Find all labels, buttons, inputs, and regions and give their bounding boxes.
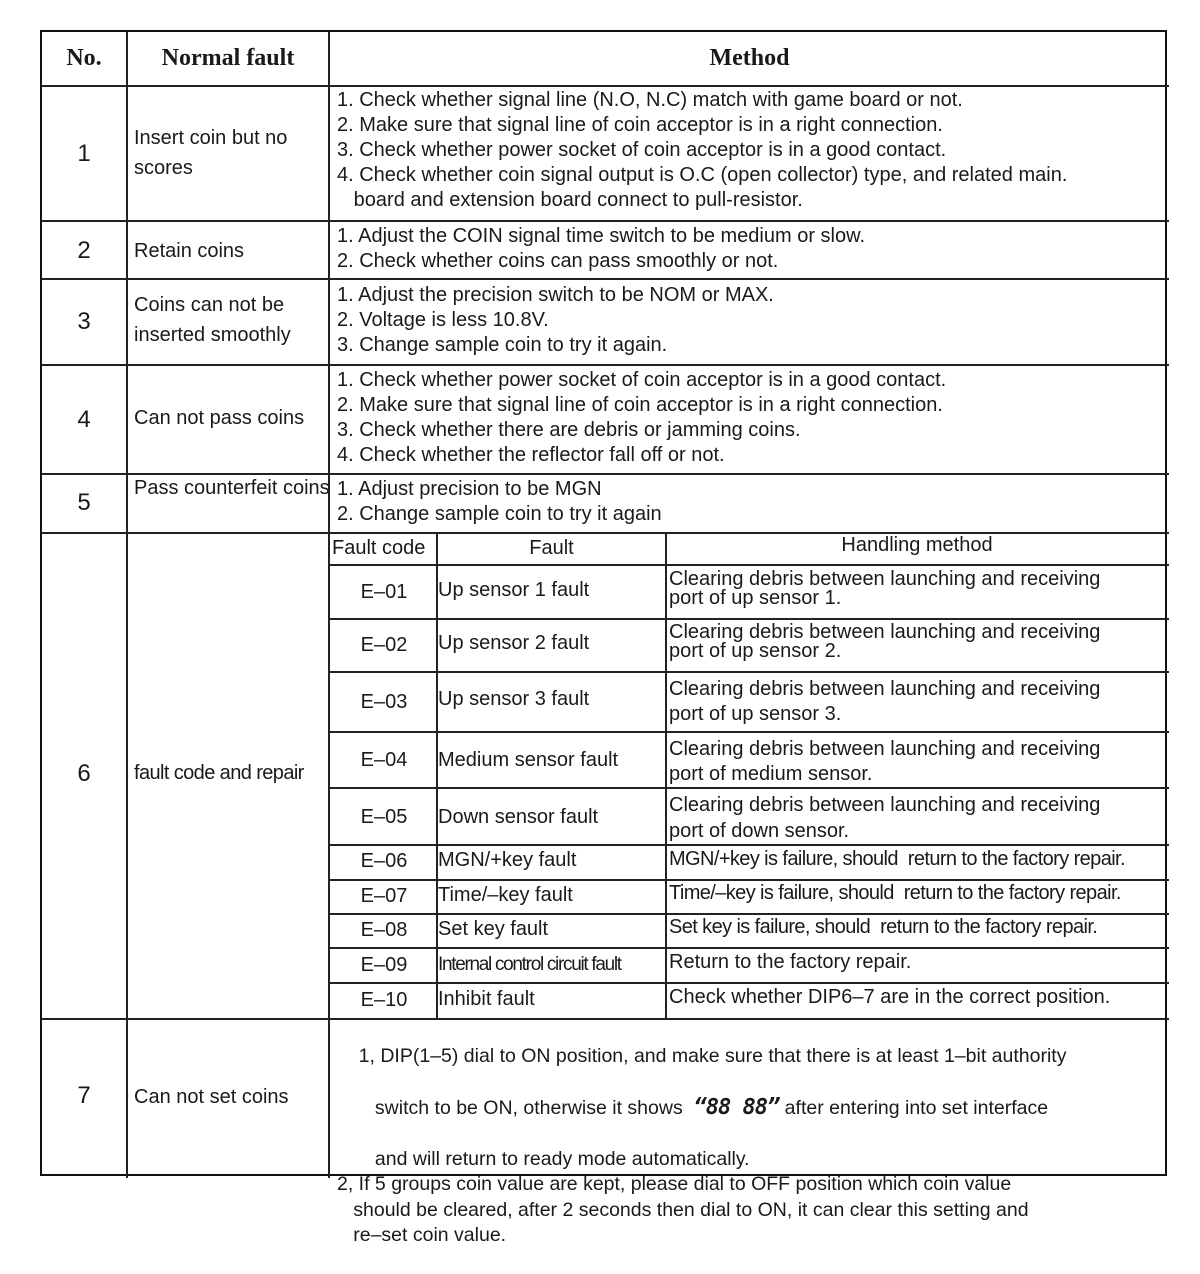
sub-row-divider <box>328 947 1169 949</box>
fault-code: E–05 <box>360 806 408 828</box>
fault-description: Coins can not be inserted smoothly <box>134 294 291 346</box>
fault-name: Internal control circuit fault <box>438 954 621 975</box>
fault-description: Insert coin but no scores <box>134 127 288 179</box>
row-divider <box>42 278 1169 280</box>
fault-description: fault code and repair <box>134 762 304 784</box>
sub-row-divider <box>328 787 1169 789</box>
method-text: 1. Adjust the COIN signal time switch to be medium or slow. 2. Check whether coins can pass smoothly or not. <box>337 225 865 272</box>
subheader-fault: Fault <box>529 537 574 559</box>
method-text: 1. Adjust precision to be MGN 2. Change sample coin to try it again <box>337 478 662 525</box>
row-number: 6 <box>77 760 91 787</box>
fault-code: E–09 <box>360 954 408 976</box>
sub-row-divider <box>328 564 1169 566</box>
fault-description: Retain coins <box>134 240 245 262</box>
fault-name: Down sensor fault <box>438 806 599 828</box>
handling-method: Clearing debris between launching and receiving port of up sensor 1. <box>669 568 1101 609</box>
row-divider <box>42 220 1169 222</box>
row-number: 4 <box>77 406 91 433</box>
row-number: 2 <box>77 237 91 264</box>
subheader-handling-method: Handling method <box>841 534 993 556</box>
sub-col-divider <box>665 532 667 1018</box>
fault-code: E–04 <box>360 749 408 771</box>
fault-code: E–01 <box>360 581 408 603</box>
method-line: switch to be ON, otherwise it shows <box>358 1096 694 1119</box>
fault-name: Medium sensor fault <box>438 749 619 771</box>
col-divider-no <box>126 32 128 1178</box>
fault-description: Pass counterfeit coins <box>134 477 330 499</box>
handling-method: Return to the factory repair. <box>669 951 912 973</box>
sub-row-divider <box>328 671 1169 673</box>
row-divider <box>42 85 1169 87</box>
fault-code: E–10 <box>360 989 408 1011</box>
method-line: 1, DIP(1–5) dial to ON position, and make sure that there is at least 1–bit authority <box>358 1044 1067 1067</box>
fault-name: Time/–key fault <box>438 884 573 906</box>
sub-row-divider <box>328 913 1169 915</box>
fault-description: Can not set coins <box>134 1086 289 1108</box>
fault-name: Up sensor 3 fault <box>438 688 590 710</box>
method-text: 1. Check whether power socket of coin acceptor is in a good contact. 2. Make sure that signal line of coin acceptor is in a right connection. 3. Check whether there are debris or jamming coins. 4. Check whether the reflector fall off or not. <box>337 369 947 466</box>
sub-row-divider <box>328 731 1169 733</box>
fault-name: Up sensor 1 fault <box>438 579 590 601</box>
row-number: 5 <box>77 489 91 516</box>
sub-row-divider <box>328 844 1169 846</box>
row-number: 7 <box>77 1082 91 1109</box>
handling-method: Time/–key is failure, should return to the factory repair. <box>669 882 1121 904</box>
troubleshooting-table <box>40 30 1167 1246</box>
fault-code: E–03 <box>360 691 408 713</box>
sub-col-divider <box>436 532 438 1018</box>
handling-method: Clearing debris between launching and receiving port of up sensor 3. <box>669 678 1101 725</box>
handling-method: Clearing debris between launching and receiving port of down sensor. <box>669 794 1101 842</box>
row-number: 1 <box>77 140 91 167</box>
sub-row-divider <box>328 618 1169 620</box>
fault-name: Inhibit fault <box>438 988 535 1010</box>
method-line: and will return to ready mode automatically. 2, If 5 groups coin value are kept, please dial to OFF position which coin value should be cleared, after 2 seconds then dial to ON, it can clear this setting and re–set coin value. <box>337 1147 1029 1246</box>
row-number: 3 <box>77 308 91 335</box>
method-line: after entering into set interface <box>779 1096 1049 1119</box>
header-method: Method <box>709 45 790 71</box>
method-text: 1. Check whether signal line (N.O, N.C) match with game board or not. 2. Make sure that signal line of coin acceptor is in a right connection. 3. Check whether power socket of coin acceptor is in a good contact. 4. Check whether coin signal output is O.C (open collector) type, and related main. board and extension board connect to pull-resistor. <box>337 89 1068 211</box>
seven-segment-display: “88 88” <box>693 1094 780 1120</box>
sub-row-divider <box>328 879 1169 881</box>
fault-code: E–06 <box>360 850 408 872</box>
handling-method: Clearing debris between launching and receiving port of medium sensor. <box>669 738 1101 785</box>
method-text <box>337 1018 1066 1274</box>
sub-row-divider <box>328 982 1169 984</box>
handling-method: Check whether DIP6–7 are in the correct position. <box>669 986 1111 1008</box>
fault-name: Set key fault <box>438 918 549 940</box>
header-no: No. <box>66 45 102 71</box>
method-text: 1. Adjust the precision switch to be NOM or MAX. 2. Voltage is less 10.8V. 3. Change sample coin to try it again. <box>337 284 774 356</box>
fault-description: Can not pass coins <box>134 407 305 429</box>
handling-method: MGN/+key is failure, should return to the factory repair. <box>669 848 1125 870</box>
handling-method: Clearing debris between launching and receiving port of up sensor 2. <box>669 621 1101 662</box>
row-divider <box>42 364 1169 366</box>
header-normal-fault: Normal fault <box>161 45 295 71</box>
fault-name: MGN/+key fault <box>438 849 577 871</box>
fault-code: E–07 <box>360 885 408 907</box>
handling-method: Set key is failure, should return to the factory repair. <box>669 916 1098 938</box>
fault-name: Up sensor 2 fault <box>438 632 590 654</box>
fault-code: E–02 <box>360 634 408 656</box>
fault-code: E–08 <box>360 919 408 941</box>
subheader-fault-code: Fault code <box>332 537 426 559</box>
